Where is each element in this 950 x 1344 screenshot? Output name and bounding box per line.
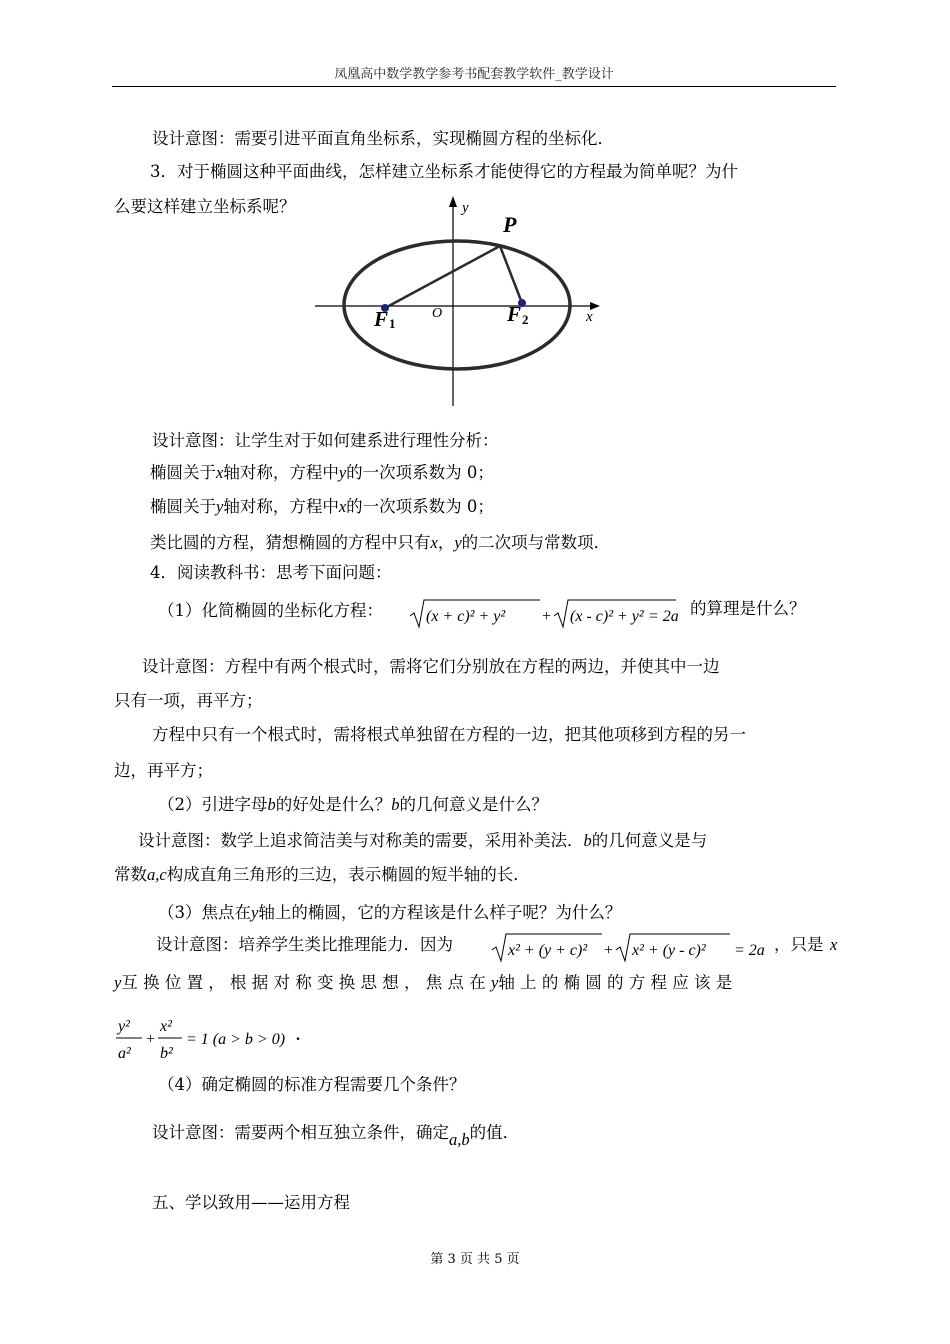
question-1-suffix: 的算理是什么？ [690,599,806,618]
y-axis-label: y [462,200,469,216]
text: 的值． [469,1123,520,1142]
var-x: x [430,533,438,552]
text: 的一次项系数为 0； [346,463,494,482]
ellipse-curve [344,241,570,369]
equation-rhs: = 1 (a > b > 0) [186,1031,286,1048]
point-p-label: P [503,212,517,237]
radical-1: x² + (y + c)² [508,942,588,959]
text: 的好处是什么？ [275,795,392,814]
header-rule [112,86,836,87]
text: 的几何意义是什么？ [399,795,548,814]
text: ， [437,533,455,552]
text: 设计意图：数学上追求简洁美与对称美的需要，采用补美法． [138,831,584,850]
intent-line: 设计意图：需要引进平面直角坐标系，实现椭圆方程的坐标化． [152,129,614,148]
var-y: y [454,533,462,552]
intent-2-line1 [138,830,707,852]
section-5-title: 五、学以致用——运用方程 [152,1193,350,1212]
segment-pf2 [500,246,522,303]
plus-sign: + [604,942,614,959]
intent-1-line2: 只有一项，再平方； [114,691,263,710]
equation-y-foci-radicals [490,930,740,966]
text: 互 换 位 置 ， 根 据 对 称 变 换 思 想 ， 焦 点 在 [121,973,486,992]
var-y: y [216,497,224,516]
radical-1: (x + c)² + y² [426,608,506,625]
analysis-line-2 [150,496,494,518]
analysis-intro: 设计意图：让学生对于如何建系进行理性分析： [152,431,499,450]
intent-2-line2 [114,864,530,886]
var-x: x [830,935,838,954]
question-4: （4）确定椭圆的标准方程需要几个条件？ [158,1075,466,1094]
var-b: b [583,831,592,850]
text: 的二次项与常数项． [461,533,611,552]
page-footer: 第 3 页 共 5 页 [430,1252,520,1267]
origin-label: O [432,306,443,321]
analysis-line-1 [150,462,494,484]
focus-f2-subscript: 2 [522,312,529,327]
y-axis-arrow [449,196,457,207]
text: 常数 [114,865,147,884]
period: . [296,1027,300,1044]
intent-1-line4: 边，再平方； [114,761,213,780]
text: 椭圆关于 [150,463,216,482]
text: 的一次项系数为 0； [346,497,494,516]
var-x: x [338,497,347,516]
focus-f2-label: F [507,302,522,326]
radical-2: x² + (y - c)² [632,942,706,959]
intent-4 [152,1122,520,1149]
var-a-b: a,b [449,1130,470,1149]
text: （2）引进字母 [158,795,268,814]
radical-2: (x - c)² + y² [570,608,644,625]
focus-f1-label: F [374,307,389,331]
equation-rhs: = 2a [648,608,679,625]
section-4-title: 4．阅读教科书：思考下面问题： [150,563,392,582]
analysis-line-3 [150,532,610,554]
question-3-line1: 3．对于椭圆这种平面曲线，怎样建立坐标系才能使得它的方程最为简单呢？为什 [150,162,738,181]
intent-1-line3: 方程中只有一个根式时，需将根式单独留在方程的一边，把其他项移到方程的另一 [152,725,746,744]
plus-sign: + [542,608,552,625]
var-a-c: a,c [147,865,167,884]
text: 椭圆关于 [150,497,216,516]
text: （3）焦点在 [158,903,251,922]
focus-f1-subscript: 1 [389,316,396,331]
ellipse-figure [300,190,620,412]
numerator-2: x² [160,1018,172,1035]
text: 的几何意义是与 [591,831,708,850]
intent-3-mid: ，只是 [774,935,824,954]
var-y: y [251,903,259,922]
numerator-1: y² [118,1018,130,1035]
question-2 [158,794,548,816]
equation-rhs: = 2a [734,942,765,959]
plus-sign: + [146,1031,156,1048]
var-y: y [491,973,499,992]
page-header: 凤凰高中数学教学参考书配套教学软件_教学设计 [334,67,614,82]
denominator-2: b² [160,1045,173,1062]
text: 设计意图：需要两个相互独立条件，确定 [152,1123,449,1142]
text: 轴对称，方程中 [223,497,339,516]
var-b: b [391,795,400,814]
var-b: b [267,795,276,814]
text: 轴对称，方程中 [223,463,339,482]
text: 类比圆的方程，猜想椭圆的方程中只有 [150,533,431,552]
equation-standard-y-foci [112,1010,322,1066]
var-y: y [114,973,122,992]
question-3 [158,902,621,924]
text: 轴 上 的 椭 圆 的 方 程 应 该 是 [498,973,733,992]
denominator-1: a² [118,1045,131,1062]
var-x: x [216,463,224,482]
x-axis-label: x [586,309,593,325]
var-y: y [338,463,347,482]
question-1-prefix: （1）化简椭圆的坐标化方程： [158,601,383,620]
text: 构成直角三角形的三边，表示椭圆的短半轴的长． [166,865,530,884]
intent-1-line1: 设计意图：方程中有两个根式时，需将它们分别放在方程的两边，并使其中一边 [142,657,720,676]
intent-3-line2 [114,972,838,994]
question-3-line2: 么要这样建立坐标系呢？ [114,197,296,216]
intent-3-prefix: 设计意图：培养学生类比推理能力．因为 [156,935,453,954]
segment-pf1 [385,246,500,308]
text: 轴上的椭圆，它的方程该是什么样子呢？为什么？ [258,903,622,922]
